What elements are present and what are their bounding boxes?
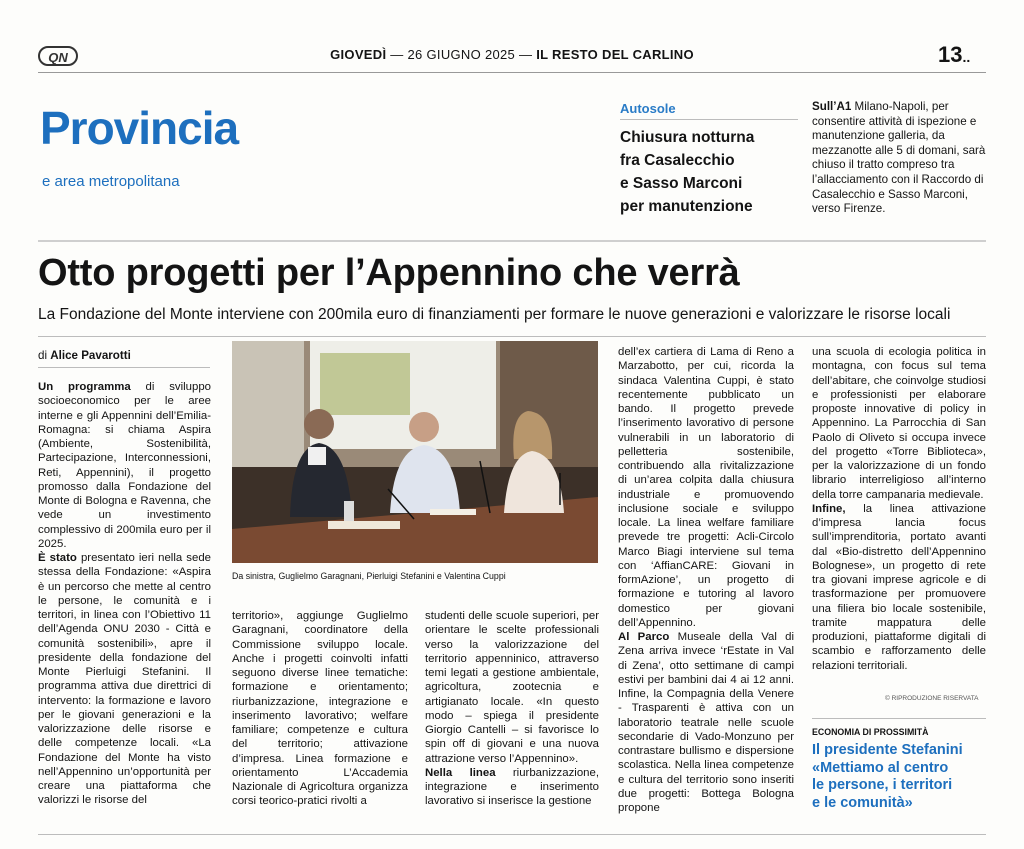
article-paragraph [38, 380, 211, 551]
paragraph-text: di sviluppo socioeconomico per le aree interne e gli Appennini dell’Emilia-Romagna: si chiama Aspira (Ambiente, Sostenibilità, Partecipazione, Interconnessioni, Reti, Appennini), il progetto promosso dalla Fondazione del Monte di Bologna e Ravenna, che vede un investimento complessivo di 200mila euro per il 2025. [38, 381, 211, 550]
photo-caption: Da sinistra, Guglielmo Garagnani, Pierluigi Stefanini e Valentina Cuppi [232, 571, 506, 581]
sidebar-brief-text: Milano-Napoli, per consentire attività di ispezione e manutenzione galleria, da mezzanotte alle 5 di domani, sarà chiuso il tratto compreso tra l’allacciamento con il Raccordo di Casalecchio e Sasso Marconi, verso Firenze. [812, 100, 986, 216]
article-paragraph [425, 766, 599, 809]
article-column-5 [812, 345, 986, 673]
paragraph-text: studenti delle scuole superiori, per orientare le scelte professionali verso la valorizzazione del territorio appenninico, attraverso temi legati a gestione ambientale, agricoltura, zootecnia e artigianato locale. «In questo modo – spiega il presidente Giorgio Cantelli – si favorisce lo spin off di giovani e una nuova attrazione verso l’Appennino». [425, 610, 599, 765]
paragraph-lead: Nella linea [425, 766, 496, 779]
paragraph-text: la linea attivazione d’impresa lancia focus sull’imprenditoria, portato avanti dal «Bio-distretto dell’Appennino Bolognese», un progetto di rete tra giovani imprese agricole e di trasformazione per promuovere una filiera bio locale sostenibile, tramite mappatura delle produzioni, piattaforme digitali di scambio e rafforzamento delle relazioni territoriali. [812, 502, 986, 672]
paragraph-lead: Infine, [812, 502, 846, 515]
headline-rule [38, 336, 986, 337]
page-bottom-rule [38, 834, 986, 835]
article-column-4 [618, 345, 794, 815]
related-headline-line: le persone, i territori [812, 777, 953, 793]
author-name: Alice Pavarotti [50, 349, 131, 362]
article-column-2: territorio», aggiunge Guglielmo Garagnani, coordinatore della Commissione sviluppo locale. Anche i progetti coinvolti infatti seguono diverse linee tematiche: formazione e orientamento; riurbanizzazione, integrazione e inserimento lavorativo; welfare familiare; competenze e cultura del territorio; attivazione d’impresa. Linea formazione e orientamento L’Accademia Nazionale di Agricoltura organizza corsi teorico-pratici rivolti a [232, 610, 408, 808]
paragraph-lead: Un programma [38, 381, 131, 393]
article-paragraph [618, 345, 794, 630]
article-paragraph [812, 502, 986, 673]
sidebar-kicker-rule [620, 119, 798, 120]
paragraph-text: dell’ex cartiera di Lama di Reno a Marzabotto, per cui, ricorda la sindaca Valentina Cuppi, è stato recentemente pubblicato un bando. Il progetto prevede l’inserimento lavorativo di persone vulnerabili in un laboratorio di pelletteria sostenibile, contribuendo alla rivitalizzazione di un’area colpita dalla chiusura industriale e promuovendo inclusione sociale e sviluppo locale. La linea welfare familiare prevede tre progetti: Acli-Circolo Marco Biagi interviene sul tema con ‘AffianCARE: Giovani in formAzione’, un progetto di formazione e tutoring al lavoro domestico per giovani dell’Appennino. [618, 346, 794, 629]
byline [38, 349, 131, 362]
article-photo [232, 341, 598, 563]
page-number-dots: .. [962, 49, 971, 65]
article-column-1 [38, 380, 211, 808]
paragraph-text: presentato ieri nella sede stessa della Fondazione: «Aspira è un percorso che mette al centro le persone, le comunità e i territori, in linea con l’Obiettivo 11 dell’Agenda ONU 2030 - Città e comunità sostenibili», apre il presidente della fondazione del Monte Pierluigi Stefanini. Il programma attiva due direttrici di intervento: la formazione e lavoro per le giovani generazioni e la valorizzazione delle risorse e delle competenze locali. «La Fondazione del Monte ha visto nell’Appennino un’opportunità per creare una piattaforma che valorizzi le risorse del [38, 552, 211, 807]
masthead-rule [38, 72, 986, 73]
article-column-3 [425, 609, 599, 809]
article-paragraph [425, 609, 599, 766]
dateline-day: GIOVEDÌ [330, 47, 387, 62]
sidebar-kicker: Autosole [620, 101, 676, 116]
dateline-separator: — [390, 47, 404, 62]
copyright-notice: © RIPRODUZIONE RISERVATA [885, 695, 979, 702]
related-headline [812, 742, 992, 812]
related-headline-line: Il presidente Stefanini [812, 742, 963, 758]
newspaper-logo: QN [38, 46, 78, 66]
page-number-value: 13 [938, 42, 963, 67]
article-paragraph [812, 345, 986, 502]
article-paragraph [38, 551, 211, 808]
sidebar-brief-lead: Sull’A1 [812, 100, 852, 113]
section-title: Provincia [40, 102, 239, 154]
sidebar-headline-line: e Sasso Marconi [620, 175, 743, 192]
article-headline: Otto progetti per l’Appennino che verrà [38, 252, 740, 294]
sidebar-headline-line: Chiusura notturna [620, 129, 755, 146]
related-kicker: ECONOMIA DI PROSSIMITÀ [812, 727, 929, 737]
dateline [0, 47, 1024, 62]
article-subheadline: La Fondazione del Monte interviene con 200mila euro di finanziamenti per formare le nuove generazioni e valorizzare le risorse locali [38, 306, 951, 323]
related-rule [812, 718, 986, 719]
paragraph-lead: Al Parco [618, 631, 670, 643]
article-paragraph [618, 630, 794, 815]
paragraph-text: riurbanizzazione, integrazione e inserimento lavorativo si inserisce la gestione [425, 766, 599, 808]
byline-rule [38, 367, 210, 368]
dateline-separator-2: — [518, 47, 533, 62]
dateline-newspaper: IL RESTO DEL CARLINO [536, 47, 694, 62]
paragraph-lead: È stato [38, 552, 77, 564]
related-headline-line: e le comunità» [812, 794, 913, 811]
page-number [938, 42, 970, 68]
photo-illustration [232, 341, 598, 563]
sidebar-headline [620, 126, 800, 218]
paragraph-text: una scuola di ecologia politica in montagna, con focus sul tema dell’abitare, che coinvolge studiosi e professionisti per elaborare proposte innovative di policy in Appennino. La Parrocchia di San Paolo di Oliveto si occupa invece del progetto «Torre Biblioteca», per la valorizzazione di un fondo librario interreligioso all’interno della torre campanaria medievale. [812, 346, 986, 501]
sidebar-headline-line: per manutenzione [620, 198, 753, 215]
related-headline-line: «Mettiamo al centro [812, 759, 949, 776]
section-subtitle: e area metropolitana [42, 173, 180, 190]
paragraph-text: Museale della Val di Zena arriva invece ‘rEstate in Val di Zena’, otto settimane di campi estivi per bambini dai 4 ai 12 anni. Infine, la Compagnia della Venere - Trasparenti è attiva con un laboratorio teatrale nelle scuole secondarie di Vado-Monzuno per contrastare bullismo e dispersione scolastica. Nella linea competenze e cultura del territorio sono inseriti due progetti: Bottega Bologna propone [618, 631, 795, 814]
sidebar-brief [812, 100, 988, 217]
dateline-date: 26 GIUGNO 2025 [407, 47, 516, 62]
byline-prefix: di [38, 349, 48, 362]
sidebar-headline-line: fra Casalecchio [620, 152, 735, 169]
section-rule [38, 240, 986, 242]
